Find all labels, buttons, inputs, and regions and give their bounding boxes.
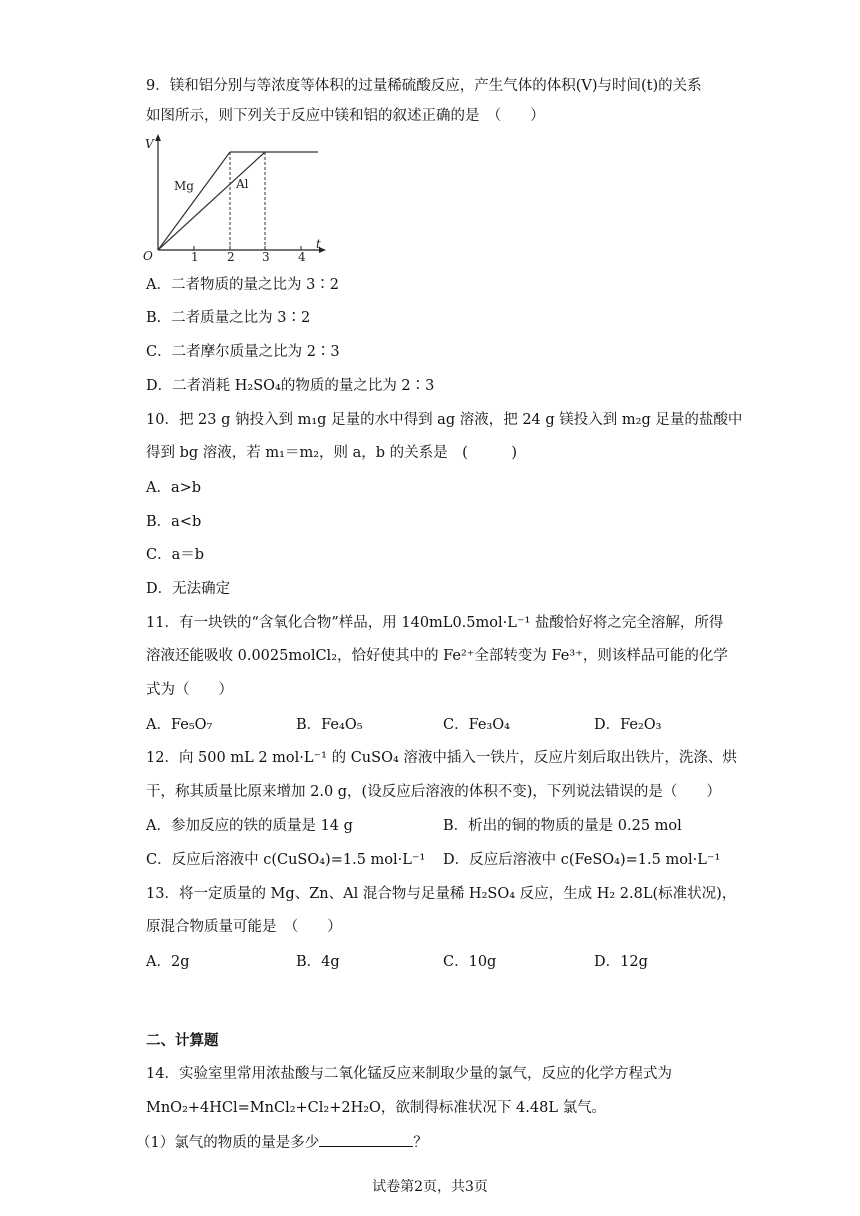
tick-label-4: 4 <box>298 250 306 262</box>
answer-blank[interactable] <box>319 1132 413 1147</box>
q12-line-1: 12．向 500 mL 2 mol·L⁻¹ 的 CuSO₄ 溶液中插入一铁片，反应片刻后取出铁片，洗涤、烘 <box>146 750 737 766</box>
page-footer: 试卷第2页，共3页 <box>372 1179 488 1195</box>
graph-y-arrow <box>155 134 161 141</box>
q13-option-d: D．12g <box>594 954 648 970</box>
q11-line-2: 溶液还能吸收 0.0025molCl₂，恰好使其中的 Fe²⁺全部转变为 Fe³⁺，则该样品可能的化学 <box>146 648 728 664</box>
q11-option-d: D．Fe₂O₃ <box>594 717 662 733</box>
tick-label-1: 1 <box>191 250 199 262</box>
q13-option-c: C．10g <box>443 954 497 970</box>
q9-option-d: D．二者消耗 H₂SO₄的物质的量之比为 2∶3 <box>146 378 435 394</box>
q10-option-c: C．a＝b <box>146 547 205 563</box>
series-label-al: Al <box>236 177 249 191</box>
q11-line-1: 11．有一块铁的“含氧化合物”样品，用 140mL0.5mol·L⁻¹ 盐酸恰好将之完全溶解，所得 <box>146 615 724 631</box>
q12-option-b: B．析出的铜的物质的量是 0.25 mol <box>443 818 682 834</box>
graph-y-label: V <box>145 137 154 151</box>
q10-option-b: B．a<b <box>146 514 202 530</box>
tick-label-3: 3 <box>262 250 270 262</box>
graph-origin-label: O <box>143 249 153 262</box>
graph-x-label: t <box>316 237 321 251</box>
q10-line-2: 得到 bg 溶液，若 m₁＝m₂，则 a，b 的关系是 ( ) <box>146 445 517 461</box>
q9-line-2: 如图所示，则下列关于反应中镁和铝的叙述正确的是 （ ） <box>146 108 545 124</box>
q9-volume-time-graph <box>140 132 330 262</box>
tick-label-2: 2 <box>227 250 235 262</box>
q12-line-2: 干，称其质量比原来增加 2.0 g，(设反应后溶液的体积不变)，下列说法错误的是（ ） <box>146 784 721 800</box>
q12-option-c: C．反应后溶液中 c(CuSO₄)=1.5 mol·L⁻¹ <box>146 852 426 868</box>
mg-curve-rise <box>158 152 230 250</box>
q14-sub-1-text: （1）氯气的物质的量是多少 <box>136 1135 320 1151</box>
q10-option-a: A．a>b <box>146 480 202 496</box>
q9-line-1: 9．镁和铝分别与等浓度等体积的过量稀硫酸反应，产生气体的体积(V)与时间(t)的关系 <box>146 78 702 94</box>
q9-option-a: A．二者物质的量之比为 3∶2 <box>146 277 340 293</box>
q11-option-a: A．Fe₅O₇ <box>146 717 213 733</box>
q14-line-1: 14．实验室里常用浓盐酸与二氧化锰反应来制取少量的氯气，反应的化学方程式为 <box>146 1066 672 1082</box>
q10-option-d: D．无法确定 <box>146 581 231 597</box>
series-label-mg: Mg <box>174 179 194 193</box>
section-title-calculation: 二、计算题 <box>146 1032 219 1049</box>
q11-option-b: B．Fe₄O₅ <box>296 717 363 733</box>
q14-sub-1 <box>136 1132 428 1153</box>
al-curve-rise <box>158 152 265 250</box>
q13-option-a: A．2g <box>146 954 190 970</box>
q9-option-b: B．二者质量之比为 3∶2 <box>146 310 311 326</box>
q14-sub-1-suffix: ？ <box>413 1135 428 1151</box>
q11-option-c: C．Fe₃O₄ <box>443 717 510 733</box>
q14-line-2: MnO₂+4HCl=MnCl₂+Cl₂+2H₂O，欲制得标准状况下 4.48L 氯气。 <box>146 1100 607 1116</box>
q12-option-d: D．反应后溶液中 c(FeSO₄)=1.5 mol·L⁻¹ <box>443 852 721 868</box>
q13-option-b: B．4g <box>296 954 340 970</box>
q9-option-c: C．二者摩尔质量之比为 2∶3 <box>146 344 340 360</box>
q10-line-1: 10．把 23 g 钠投入到 m₁g 足量的水中得到 ag 溶液，把 24 g 镁投入到 m₂g 足量的盐酸中 <box>146 412 743 428</box>
q13-line-2: 原混合物质量可能是 （ ） <box>146 919 342 935</box>
q13-line-1: 13．将一定质量的 Mg、Zn、Al 混合物与足量稀 H₂SO₄ 反应，生成 H₂ 2.8L(标准状况)， <box>146 886 737 902</box>
q12-option-a: A．参加反应的铁的质量是 14 g <box>146 818 353 834</box>
q11-line-3: 式为（ ） <box>146 682 233 698</box>
